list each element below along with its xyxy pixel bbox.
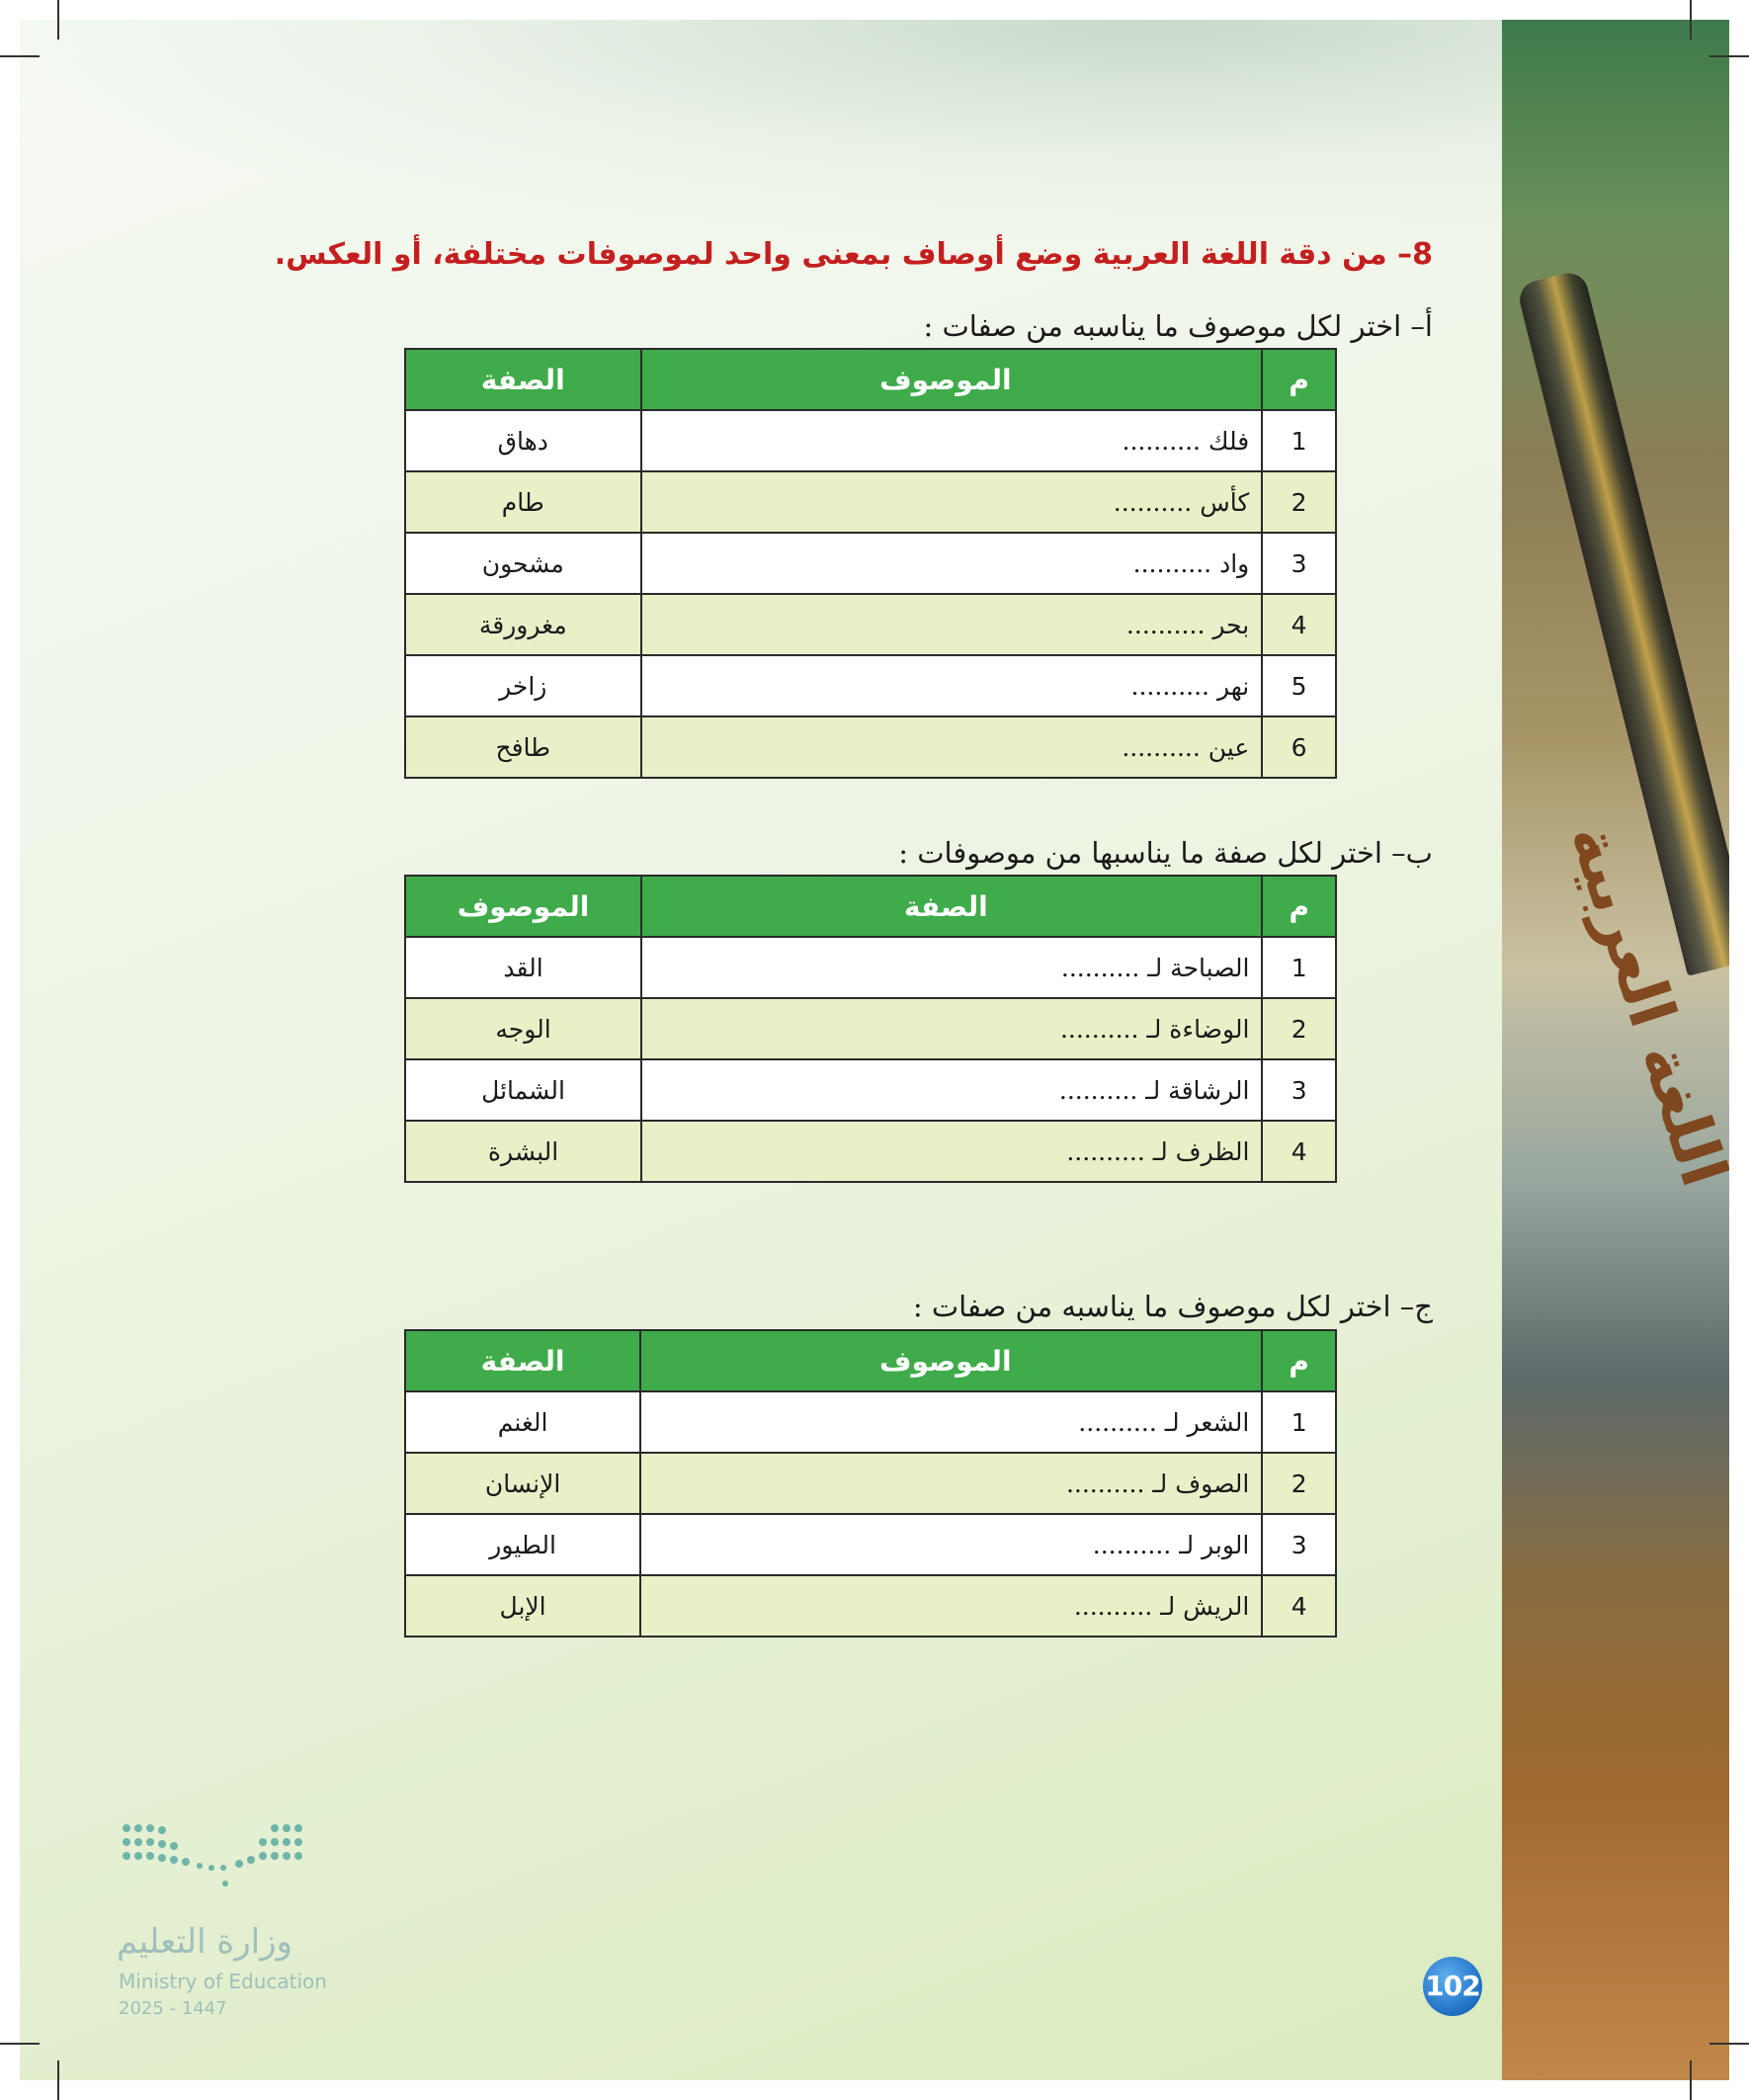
table-row [405,716,1336,778]
textbook-page [20,20,1729,2080]
ministry-logo-icon [117,1818,344,1907]
page-number-badge: 102 [1423,1957,1482,2016]
option-word: الإنسان [405,1453,640,1514]
table-row [405,1514,1336,1575]
header-number: م [1262,1330,1336,1391]
row-number: 4 [1262,1121,1336,1182]
crop-mark [57,2060,59,2100]
table-row [405,1059,1336,1121]
table-row [405,594,1336,655]
row-number: 4 [1262,594,1336,655]
crop-mark [1690,2060,1692,2100]
option-word: الوجه [405,998,641,1059]
row-number: 1 [1262,937,1336,998]
section-c-title: ج– اختر لكل موصوف ما يناسبه من صفات : [912,1290,1433,1323]
question-heading: 8– من دقة اللغة العربية وضع أوصاف بمعنى واحد لموصوفات مختلفة، أو العكس. [274,237,1433,272]
option-word: الطيور [405,1514,640,1575]
row-number: 3 [1262,1059,1336,1121]
header-number: م [1262,876,1336,937]
section-a-table [404,348,1337,779]
row-number: 4 [1262,1575,1336,1637]
fill-in-blank-cell[interactable]: الصباحة لـ .......... [641,937,1262,998]
row-number: 2 [1262,1453,1336,1514]
option-word: الشمائل [405,1059,641,1121]
table-header-row [405,1330,1336,1391]
table-header-row [405,876,1336,937]
fill-in-blank-cell[interactable]: الصوف لـ .......... [640,1453,1262,1514]
table-row [405,471,1336,533]
option-word: دهاق [405,410,641,471]
row-number: 1 [1262,410,1336,471]
option-word: طام [405,471,641,533]
ministry-name-english: Ministry of Education [119,1970,327,1993]
fill-in-blank-cell[interactable]: الوبر لـ .......... [640,1514,1262,1575]
option-word: زاخر [405,655,641,716]
table-row [405,655,1336,716]
header-described: الموصوف [641,349,1263,410]
table-row [405,1453,1336,1514]
table-row [405,533,1336,594]
option-word: البشرة [405,1121,641,1182]
table-row [405,1391,1336,1453]
table-row [405,998,1336,1059]
section-b-table [404,875,1337,1183]
header-adjective: الصفة [405,349,641,410]
row-number: 2 [1262,471,1336,533]
fill-in-blank-cell[interactable]: كأس .......... [641,471,1263,533]
header-described: الموصوف [405,876,641,937]
crop-mark [0,55,40,57]
fill-in-blank-cell[interactable]: الرشاقة لـ .......... [641,1059,1262,1121]
crop-mark [1709,55,1749,57]
fill-in-blank-cell[interactable]: الريش لـ .......... [640,1575,1262,1637]
section-b-title: ب– اختر لكل صفة ما يناسبها من موصوفات : [898,836,1433,870]
crop-mark [57,0,59,40]
header-described: الموصوف [640,1330,1262,1391]
top-arabesque-decoration [20,20,1532,237]
option-word: مشحون [405,533,641,594]
section-a-title: أ– اختر لكل موصوف ما يناسبه من صفات : [923,309,1433,343]
table-row [405,410,1336,471]
option-word: طافح [405,716,641,778]
fill-in-blank-cell[interactable]: فلك .......... [641,410,1263,471]
table-row [405,937,1336,998]
fill-in-blank-cell[interactable]: الشعر لـ .......... [640,1391,1262,1453]
table-row [405,1121,1336,1182]
header-adjective: الصفة [641,876,1262,937]
crop-mark [0,2043,40,2045]
table-row [405,1575,1336,1637]
row-number: 6 [1262,716,1336,778]
option-word: مغرورقة [405,594,641,655]
fill-in-blank-cell[interactable]: الوضاءة لـ .......... [641,998,1262,1059]
fill-in-blank-cell[interactable]: واد .......... [641,533,1263,594]
header-adjective: الصفة [405,1330,640,1391]
fill-in-blank-cell[interactable]: عين .......... [641,716,1263,778]
row-number: 1 [1262,1391,1336,1453]
row-number: 3 [1262,1514,1336,1575]
fill-in-blank-cell[interactable]: نهر .......... [641,655,1263,716]
crop-mark [1690,0,1692,40]
row-number: 2 [1262,998,1336,1059]
ministry-name-arabic: وزارة التعليم [117,1922,292,1962]
option-word: الغنم [405,1391,640,1453]
header-number: م [1262,349,1336,410]
crop-mark [1709,2043,1749,2045]
option-word: القد [405,937,641,998]
row-number: 3 [1262,533,1336,594]
fill-in-blank-cell[interactable]: الظرف لـ .......... [641,1121,1262,1182]
edition-year: 2025 - 1447 [119,1998,227,2019]
section-c-table [404,1329,1337,1638]
table-header-row [405,349,1336,410]
option-word: الإبل [405,1575,640,1637]
row-number: 5 [1262,655,1336,716]
fill-in-blank-cell[interactable]: بحر .......... [641,594,1263,655]
